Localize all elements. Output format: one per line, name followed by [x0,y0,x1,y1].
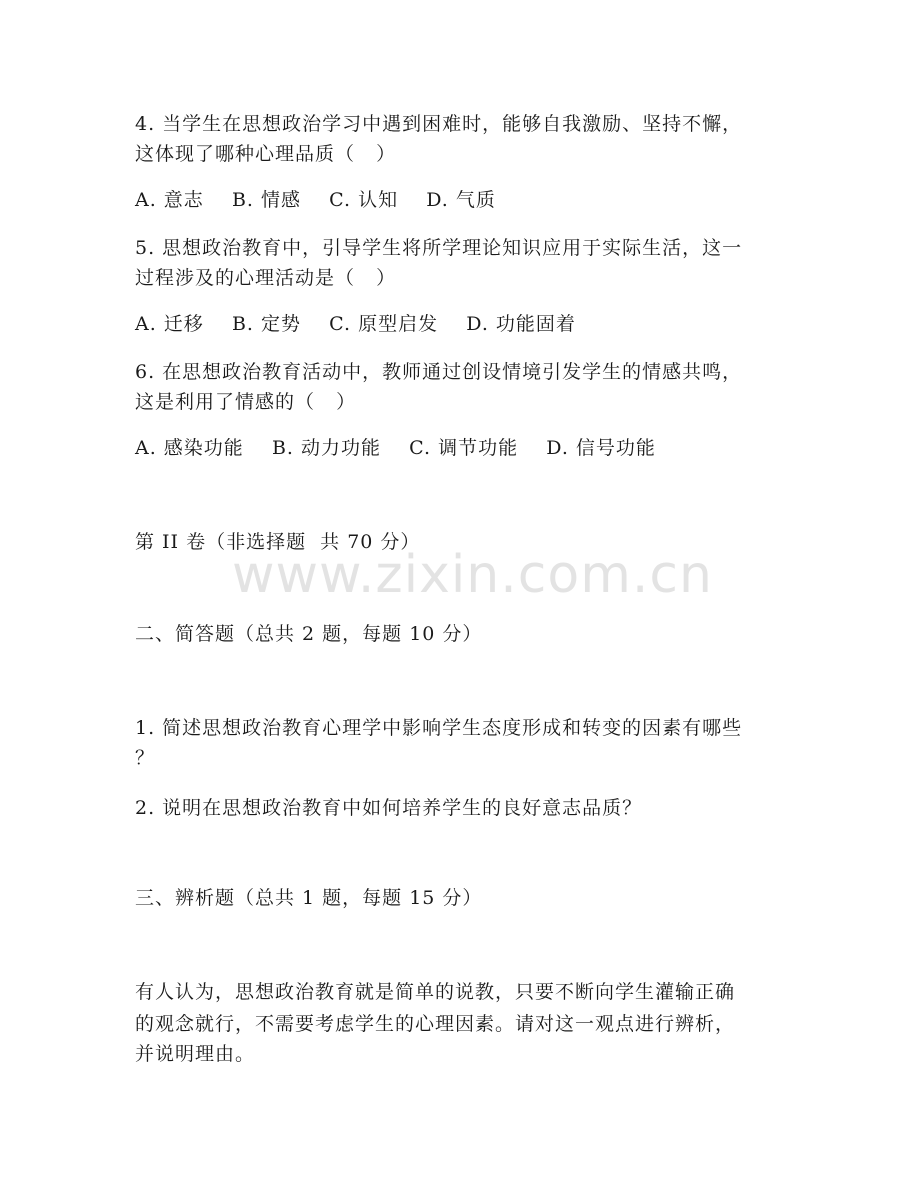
question-6-options: A. 感染功能 B. 动力功能 C. 调节功能 D. 信号功能 [135,437,656,459]
short-answer-q2: 2. 说明在思想政治教育中如何培养学生的良好意志品质？ [135,797,643,819]
watermark: www.zixin.com.cn [232,545,713,605]
section-2-title: 二、简答题（总共 2 题，每题 10 分） [135,623,483,645]
question-6-line-2: 这是利用了情感的（ ） [135,391,357,413]
analysis-question-line-1: 有人认为，思想政治教育就是简单的说教，只要不断向学生灌输正确 [135,981,736,1003]
analysis-question-line-2: 的观念就行，不需要考虑学生的心理因素。请对这一观点进行辨析， [135,1013,736,1035]
short-answer-q1-line-1: 1. 简述思想政治教育心理学中影响学生态度形成和转变的因素有哪些 [135,717,743,739]
question-5-line-2: 过程涉及的心理活动是（ ） [135,267,397,289]
question-5-line-1: 5. 思想政治教育中，引导学生将所学理论知识应用于实际生活，这一 [135,237,743,259]
question-4-options: A. 意志 B. 情感 C. 认知 D. 气质 [135,189,496,211]
section-3-title: 三、辨析题（总共 1 题，每题 15 分） [135,887,483,909]
part-2-title: 第 II 卷（非选择题 共 70 分） [135,531,421,553]
question-4-line-1: 4. 当学生在思想政治学习中遇到困难时，能够自我激励、坚持不懈， [135,113,743,135]
question-4-line-2: 这体现了哪种心理品质（ ） [135,143,397,165]
question-6-line-1: 6. 在思想政治教育活动中，教师通过创设情境引发学生的情感共鸣， [135,361,743,383]
analysis-question-line-3: 并说明理由。 [135,1043,256,1065]
question-5-options: A. 迁移 B. 定势 C. 原型启发 D. 功能固着 [135,313,576,335]
short-answer-q1-line-2: ？ [135,747,156,769]
